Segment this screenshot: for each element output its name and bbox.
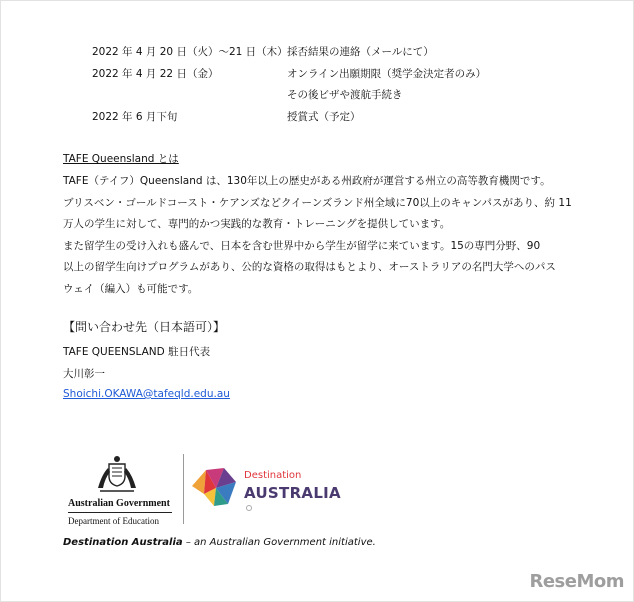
about-line: ウェイ（編入）も可能です。 [63,282,199,295]
contact-org: TAFE QUEENSLAND 駐日代表 [63,346,211,358]
contact-heading: 【問い合わせ先（日本語可）】 [63,320,226,334]
destination-word: Destination [244,470,302,481]
schedule-date: 2022 年 6 月下旬 [92,110,178,123]
about-heading: TAFE Queensland とは [63,153,179,165]
gov-logo-line1: Australian Government [68,498,170,509]
contact-email-link[interactable]: Shoichi.OKAWA@tafeqld.edu.au [63,388,230,400]
about-line: ブリスベン・ゴールドコースト・ケアンズなどクイーンズランド州全域に70以上のキャンパスがあり、約 11 [63,196,572,209]
schedule-date: 2022 年 4 月 22 日（金） [92,67,219,80]
destination-australia-logo [190,462,340,518]
destination-australia-mark-icon [190,464,242,508]
about-paragraph [63,171,583,300]
logo-divider [183,454,184,524]
trademark-mark [246,505,252,511]
tagline-rest: – an Australian Government initiative. [182,537,376,548]
tagline-emphasis: Destination Australia [63,537,183,548]
australia-word: AUSTRALIA [244,484,341,502]
gov-logo-line2: Department of Education [68,516,159,526]
australian-government-logo [62,450,182,530]
gov-logo-rule [68,512,172,513]
schedule-desc: オンライン出願期限（奨学金決定者のみ） [287,67,487,80]
about-line: 万人の学生に対して、専門的かつ実践的な教育・トレーニングを提供しています。 [63,218,451,230]
schedule-date: 2022 年 4 月 20 日（火）～21 日（木） [92,46,288,58]
schedule-desc: 採否結果の連絡（メールにて） [287,46,434,58]
contact-name: 大川彰一 [63,368,105,380]
about-line: 以上の留学生向けプログラムがあり、公的な資格の取得はもとより、オーストラリアの名門大学へのパス [63,261,556,273]
about-line: TAFE（テイフ）Queensland は、130年以上の歴史がある州政府が運営する州立の高等教育機関です。 [63,175,551,187]
resemom-watermark-logo: ReseMom [529,571,624,592]
about-line: また留学生の受け入れも盛んで、日本を含む世界中から学生が留学に来ています。15の専門分野、90 [63,239,541,252]
schedule-desc: その後ビザや渡航手続き [287,89,403,101]
coat-of-arms-icon [94,454,140,494]
initiative-tagline [63,537,376,548]
schedule-desc: 授賞式（予定） [287,110,361,123]
